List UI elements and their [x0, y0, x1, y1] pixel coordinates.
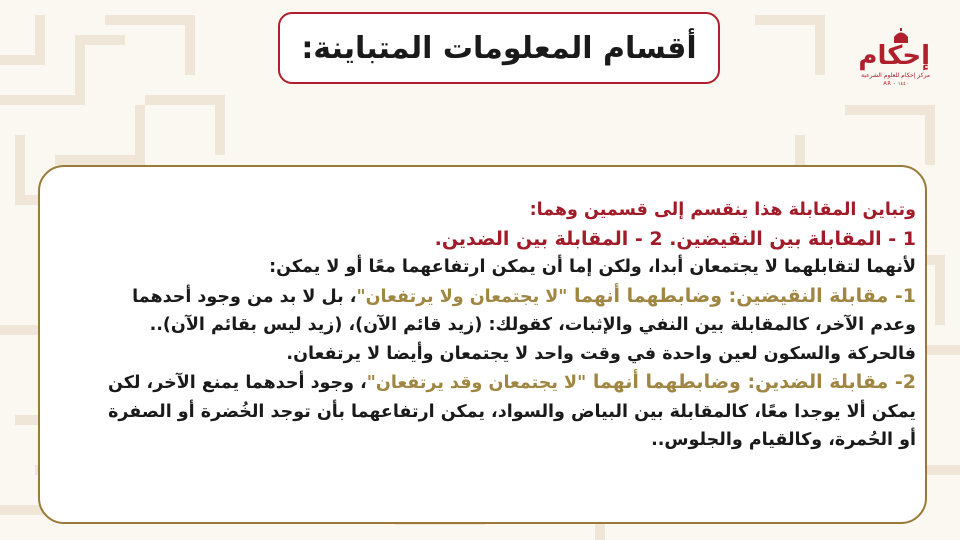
contraries-line	[36, 368, 916, 398]
contraries-label: 2- مقابلة الضدين: وضابطهما أنهما	[586, 371, 916, 393]
contraries-quote: "لا يجتمعان وقد يرتفعان"	[366, 373, 587, 393]
contradictories-quote: "لا يجتمعان ولا يرتفعان"	[356, 286, 568, 307]
contradictories-line	[36, 282, 916, 312]
logo-subtitle: مركز إحكام للعلوم الشرعية	[861, 72, 930, 79]
page-title: أقسام المعلومات المتباينة:	[301, 30, 697, 66]
contraries-example-end: أو الحُمرة، وكالقيام والجلوس..	[651, 430, 916, 450]
logo-small-text: AR - ١٤٤٠	[883, 81, 909, 87]
title-box	[278, 12, 720, 84]
contraries-rest: ، وجود أحدهما يمنع الآخر، لكن	[107, 373, 367, 393]
contraries-example: يمكن ألا يوجدا معًا، كالمقابلة بين البياض والسواد، يمكن ارتفاعهما بأن توجد الخُضرة أو الصفرة	[108, 401, 916, 422]
contradictories-label: 1- مقابلة النقيضين: وضابطهما أنهما	[567, 284, 916, 307]
logo-wordmark: إحكام	[858, 41, 930, 71]
reason-line: لأنهما لتقابلهما لا يجتمعان أبدا، ولكن إما أن يمكن ارتفاعهما معًا أو لا يمكن:	[269, 257, 916, 277]
motion-rest-line: فالحركة والسكون لعين واحدة في وقت واحد لا يجتمعان وأيضا لا يرتفعان.	[286, 343, 916, 364]
contradictories-example: وعدم الآخر، كالمقابلة بين النفي والإثبات، كقولك: (زيد قائم الآن)، (زيد ليس بقائم الآن)..	[149, 315, 916, 335]
content-body	[36, 196, 916, 455]
contradictories-rest: ، بل لا بد من وجود أحدهما	[132, 286, 357, 307]
division-line: 1 - المقابلة بين النقيضين. 2 - المقابلة بين الضدين.	[434, 227, 916, 250]
intro-line: وتباين المقابلة هذا ينقسم إلى قسمين وهما:	[529, 200, 916, 220]
logo	[858, 28, 930, 92]
